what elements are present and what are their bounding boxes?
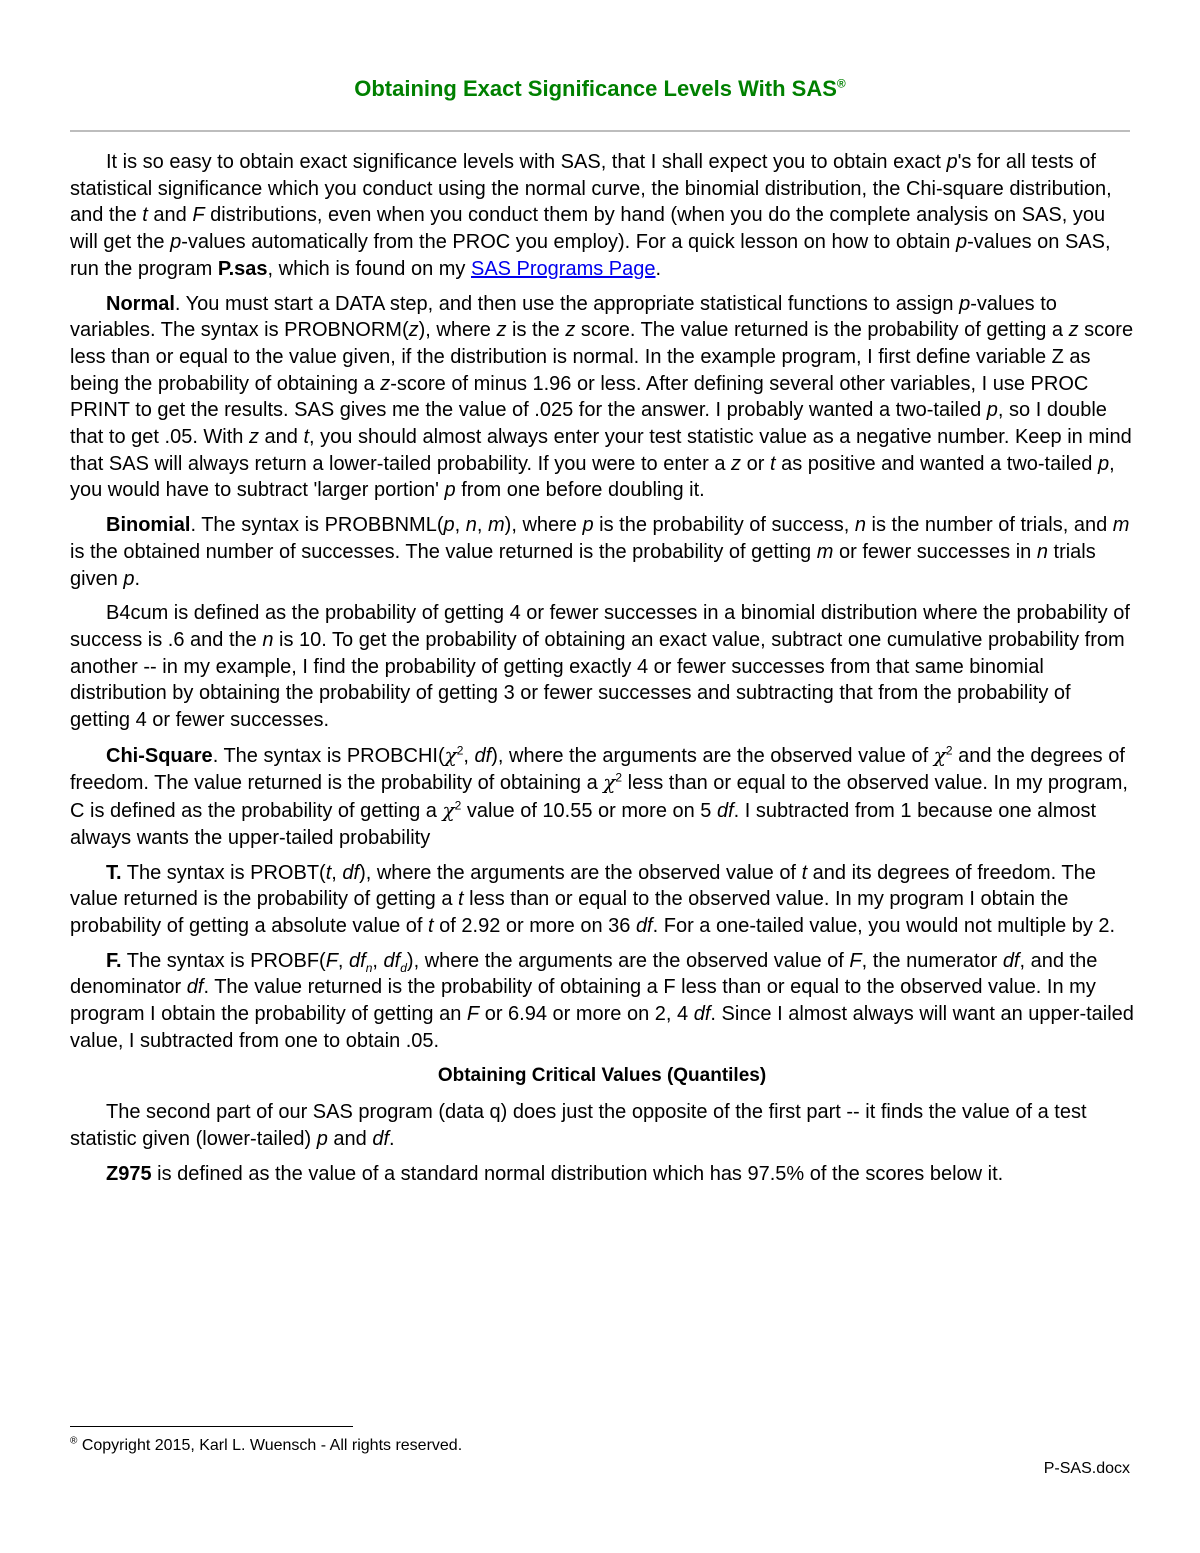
z975-paragraph: Z975 is defined as the value of a standard normal distribution which has 97.5% of the scores below it. (106, 1162, 1004, 1185)
b4cum-paragraph: B4cum is defined as the probability of getting 4 or fewer successes in a binomial distribution where the probability of success is .6 and the n is 10. To get the probability of obtaining an exact value, subtract one cumulative probability from another -- in my example, I find the probability of getting exactly 4 or fewer successes from that same binomial distribution by obtaining the probability of getting 3 or fewer successes and subtracting that from the probability of getting 4 or fewer successes. (70, 602, 1130, 732)
footnote-divider (70, 1426, 353, 1427)
binomial-heading: Binomial (106, 514, 191, 537)
f-heading: F. (106, 949, 122, 972)
document-body (70, 149, 1134, 1195)
file-name: P-SAS.docx (1043, 1460, 1130, 1477)
title-divider (70, 130, 1130, 132)
binomial-paragraph: Binomial. The syntax is PROBBNML(p, n, m), where p is the probability of success, n is the number of trials, and m is the obtained number of successes. The value returned is the probability of getting m or fewer successes in n trials given p. (70, 514, 1130, 590)
normal-paragraph: Normal. You must start a DATA step, and then use the appropriate statistical functions to assign p-values to variables. The syntax is PROBNORM(z), where z is the z score. The value returned is the probability of getting a z score less than or equal to the value given, if the distribution is normal. In the example program, I first define variable Z as being the probability of obtaining a z-score of minus 1.96 or less. After defining several other variables, I use PROC PRINT to get the results. SAS gives me the value of .025 for the answer. I probably wanted a two-tailed p, so I double that to get .05. With z and t, you should almost always enter your test statistic value as a negative number. Keep in mind that SAS will always return a lower-tailed probability. If you were to enter a z or t as positive and wanted a two-tailed p, you would have to subtract 'larger portion' p from one before doubling it. (70, 292, 1134, 502)
t-paragraph: T. The syntax is PROBT(t, df), where the arguments are the observed value of t and its degrees of freedom. The value returned is the probability of getting a t less than or equal to the observed value. In my program I obtain the probability of getting a absolute value of t of 2.92 or more on 36 df. For a one-tailed value, you would not multiple by 2. (70, 861, 1116, 937)
intro-paragraph: It is so easy to obtain exact significance levels with SAS, that I shall expect you to obtain exact p's for all tests of statistical significance which you conduct using the normal curve, the binomial distribution, the Chi-square distribution, and the t and F distributions, even when you conduct them by hand (when you do the complete analysis on SAS, you will get the p-values automatically from the PROC you employ). For a quick lesson on how to obtain p-values on SAS, run the program P.sas, which is found on my SAS Programs Page. (70, 151, 1112, 280)
footnote: ® Copyright 2015, Karl L. Wuensch - All rights reserved. (70, 1435, 463, 1454)
t-heading: T. (106, 861, 122, 884)
quantiles-paragraph: The second part of our SAS program (data q) does just the opposite of the first part -- it finds the value of a test statistic given (lower-tailed) p and df. (70, 1101, 1087, 1150)
normal-heading: Normal (106, 292, 175, 315)
f-paragraph: F. The syntax is PROBF(F, $df_n$, $df_d$), where the arguments are the observed value of F, the numerator df, and the denominator df. The value returned is the probability of obtaining a F less than or equal to the observed value. In my program I obtain the probability of getting an F or 6.94 or more on 2, 4 df. Since I almost always will want an upper-tailed value, I subtracted from one to obtain .05. (70, 949, 1134, 1052)
program-name: P.sas (217, 257, 268, 280)
page-title: Obtaining Exact Significance Levels With SAS® (354, 76, 846, 101)
sas-programs-link[interactable]: SAS Programs Page (470, 257, 656, 280)
chisquare-heading: Chi-Square (106, 744, 213, 767)
chisquare-paragraph: Chi-Square. The syntax is $PROBCHI(\chi^2$, df), where the arguments are the observed value of $\chi^2$ and the degrees of freedom. The value returned is the probability of obtaining a $\chi^2$ less than or equal to the observed value. In my program, C is defined as the probability of getting a $\chi^2$ value of 10.55 or more on 5 df. I subtracted from 1 because one almost always wants the upper-tailed probability (70, 742, 1128, 849)
registered-mark: ® (836, 76, 846, 91)
z975-heading: Z975 (106, 1162, 152, 1185)
section-heading: Obtaining Critical Values (Quantiles) (437, 1064, 767, 1086)
